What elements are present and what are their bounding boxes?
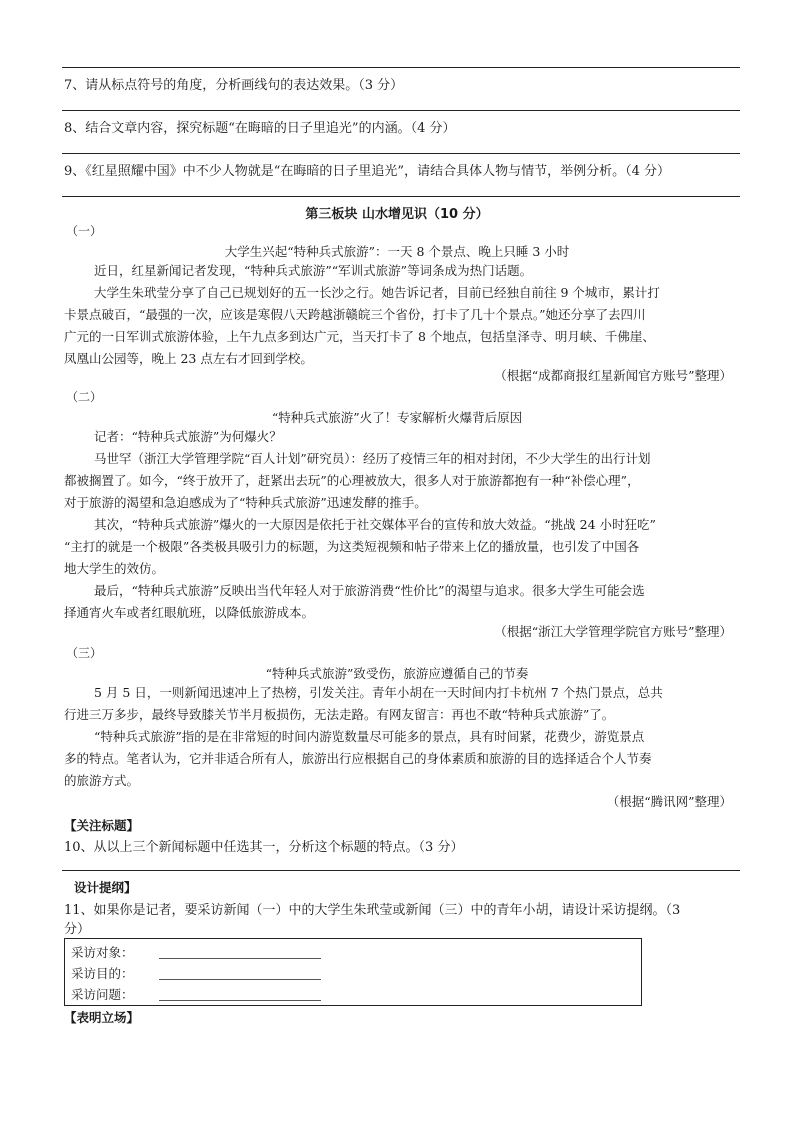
paragraph-line: 都被搁置了。如今，“终于放开了，赶紧出去玩”的心理被放大，很多人对于旅游都抱有一种“补偿心理”，: [64, 473, 640, 488]
question-8: 8、结合文章内容，探究标题“在晦暗的日子里追光”的内涵。（4 分）: [64, 121, 456, 136]
interview-outline-box: [64, 938, 642, 1006]
paragraph-line: 多的特点。笔者认为，它并非适合所有人，旅游出行应根据自己的身体素质和旅游的目的选择适合个人节奏: [64, 751, 652, 766]
paragraph-line: “主打的就是一个极限”各类极具吸引力的标题，为这类短视频和帖子带来上亿的播放量，也引发了中国各: [64, 539, 640, 554]
paragraph-line: 其次，“特种兵式旅游”爆火的一大原因是依托于社交媒体平台的宣传和放大效益。“挑战 24 小时狂吃”: [94, 517, 656, 532]
answer-line: [62, 870, 740, 871]
interview-subject-blank[interactable]: [159, 958, 321, 959]
answer-line: [62, 67, 740, 68]
paragraph-line: 大学生朱玳莹分享了自己已规划好的五一长沙之行。她告诉记者，目前已经独自前往 9 个城市，累计打: [94, 285, 660, 300]
paragraph-line: “特种兵式旅游”指的是在非常短的时间内游览数量尽可能多的景点，具有时间紧，花费少，游览景点: [94, 729, 645, 744]
question-7: 7、请从标点符号的角度，分析画线句的表达效果。（3 分）: [64, 78, 404, 93]
paragraph-line: 行进三万多步，最终导致膝关节半月板损伤，无法走路。有网友留言：再也不敢“特种兵式旅游”了。: [64, 707, 615, 722]
paragraph-line: 卡景点破百，“最强的一次，应该是寒假八天跨越浙赣皖三个省份，打卡了几十个景点。”她还分享了去四川: [64, 307, 646, 322]
paragraph-line: 广元的一日军训式旅游体验，上午九点多到达广元，当天打卡了 8 个地点，包括皇泽寺、明月峡、千佛崖、: [64, 329, 655, 344]
paragraph-line: 择通宵火车或者红眼航班，以降低旅游成本。: [64, 605, 315, 620]
paragraph-line: 近日，红星新闻记者发现，“特种兵式旅游”“军训式旅游”等词条成为热门话题。: [94, 263, 533, 278]
interview-questions-label: 采访问题：: [71, 987, 134, 1002]
news-3-headline: “特种兵式旅游”致受伤，旅游应遵循自己的节奏: [265, 666, 529, 681]
paragraph-line: 的旅游方式。: [64, 773, 140, 788]
paragraph-line: 地大学生的效仿。: [64, 561, 165, 576]
news-2-source: （根据“浙江大学管理学院官方账号”整理）: [494, 624, 732, 639]
news-3-label: （三）: [66, 646, 103, 660]
interview-subject-label: 采访对象：: [71, 945, 134, 960]
news-1-label: （一）: [66, 224, 103, 238]
question-11-cont: 分）: [64, 922, 91, 937]
answer-line: [62, 153, 740, 154]
news-1-headline: 大学生兴起“特种兵式旅游”：一天 8 个景点、晚上只睡 3 小时: [224, 244, 570, 259]
interview-purpose-label: 采访目的：: [71, 966, 134, 981]
news-3-body: [64, 682, 740, 792]
paragraph-line: 记者：“特种兵式旅游”为何爆火？: [94, 429, 282, 444]
answer-line: [62, 110, 740, 111]
focus-title-heading: 【关注标题】: [64, 818, 140, 833]
news-1-source: （根据“成都商报红星新闻官方账号”整理）: [494, 368, 732, 383]
news-1-body: [64, 260, 740, 370]
news-3-source: （根据“腾讯网”整理）: [606, 794, 732, 809]
question-11: 11、如果你是记者，要采访新闻（一）中的大学生朱玳莹或新闻（三）中的青年小胡，请设计采访提纲。（3: [64, 903, 681, 918]
paragraph-line: 对于旅游的渴望和急迫感成为了“特种兵式旅游”迅速发酵的推手。: [64, 495, 427, 510]
paragraph-line: 5 月 5 日，一则新闻迅速冲上了热榜，引发关注。青年小胡在一天时间内打卡杭州 7 个热门景点，总共: [94, 685, 663, 700]
design-outline-heading: 设计提纲】: [74, 880, 137, 895]
question-10: 10、从以上三个新闻标题中任选其一，分析这个标题的特点。（3 分）: [64, 840, 464, 855]
paragraph-line: 马世罕（浙江大学管理学院“百人计划”研究员）：经历了疫情三年的相对封闭，不少大学生的出行计划: [94, 451, 651, 466]
news-2-headline: “特种兵式旅游”火了！专家解析火爆背后原因: [271, 410, 523, 425]
paragraph-line: 凤凰山公园等，晚上 23 点左右才回到学校。: [64, 351, 313, 366]
interview-purpose-blank[interactable]: [159, 979, 321, 980]
question-9: 9、《红星照耀中国》中不少人物就是“在晦暗的日子里追光”，请结合具体人物与情节，举例分析。（4 分）: [64, 164, 670, 179]
news-2-label: （二）: [66, 390, 103, 404]
answer-line: [62, 196, 740, 197]
news-2-body: [64, 426, 740, 624]
paragraph-line: 最后，“特种兵式旅游”反映出当代年轻人对于旅游消费“性价比”的渴望与追求。很多大学生可能会选: [94, 583, 645, 598]
interview-questions-blank[interactable]: [159, 1000, 321, 1001]
stance-heading: 【表明立场】: [64, 1010, 140, 1025]
section-title: 第三板块 山水增见识（10 分）: [305, 207, 489, 222]
